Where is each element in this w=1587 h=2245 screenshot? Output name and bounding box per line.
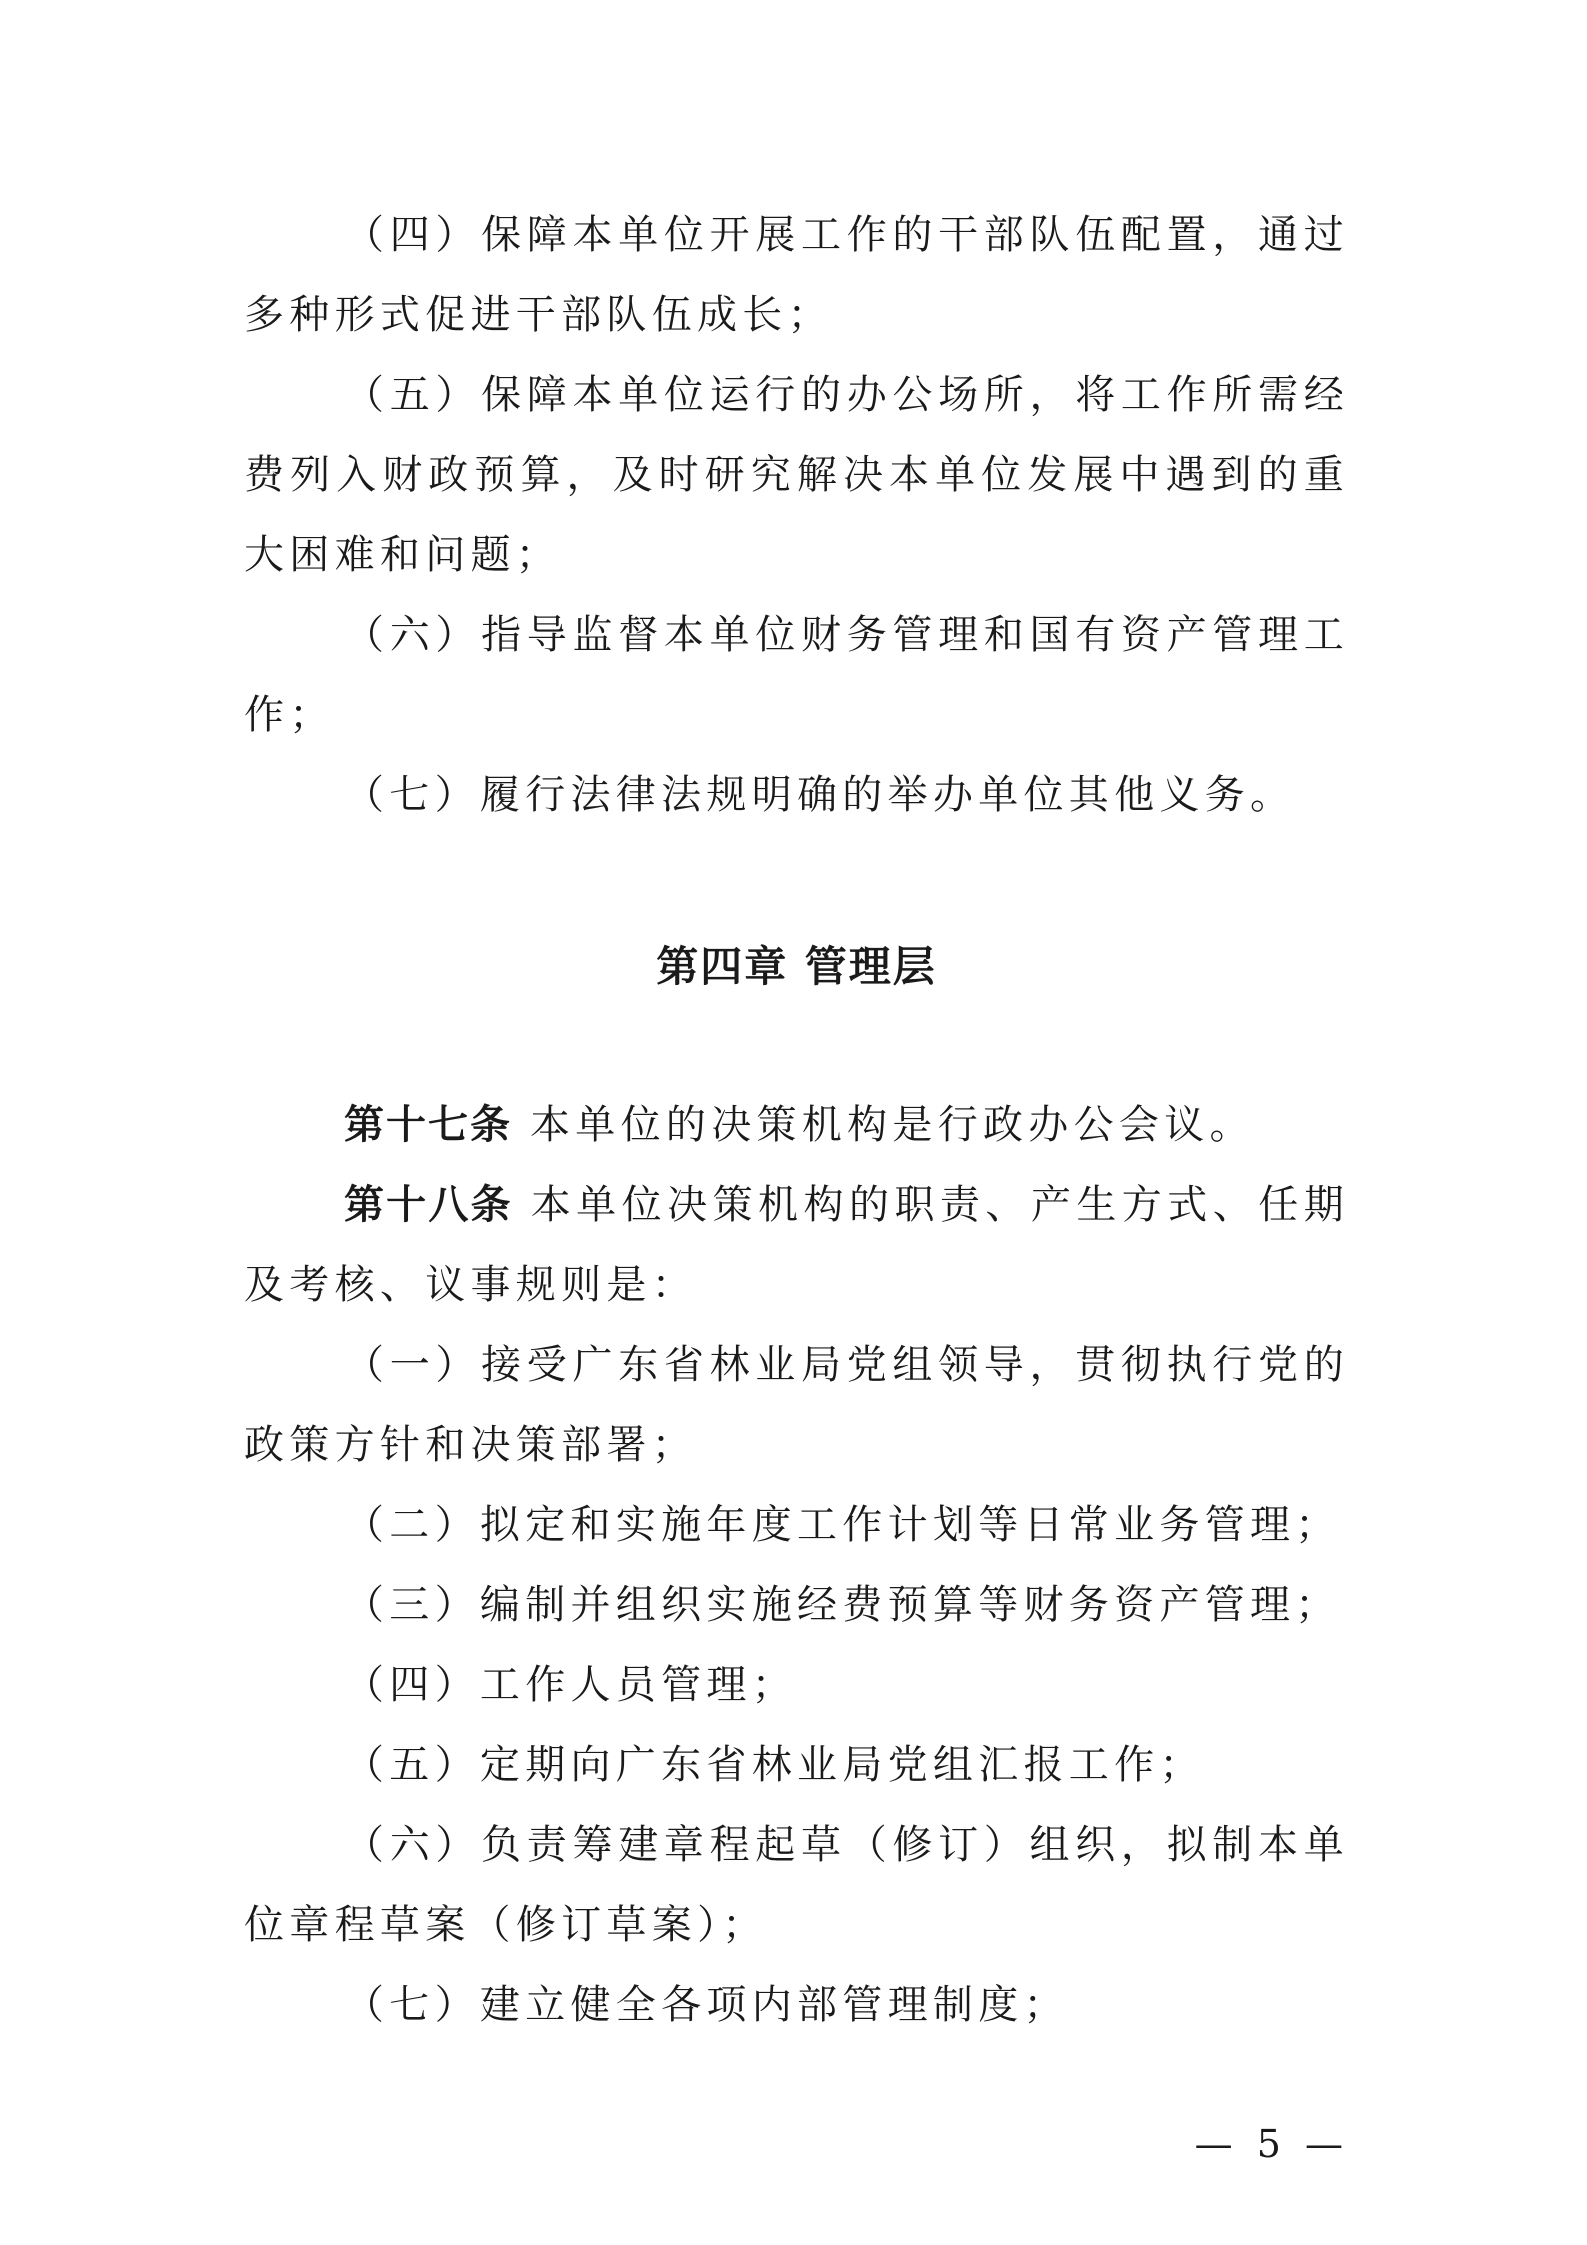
paragraph-obligation-5: （五）保障本单位运行的办公场所，将工作所需经费列入财政预算，及时研究解决本单位发展中遇到的重大困难和问题； <box>244 372 1349 578</box>
list-item-4: （四）工作人员管理； <box>344 1662 797 1708</box>
article-17-label: 第十七条 <box>344 1102 512 1148</box>
article-18 <box>244 1165 1349 1325</box>
list-item-2: （二）拟定和实施年度工作计划等日常业务管理； <box>344 1502 1341 1548</box>
article-18-label: 第十八条 <box>344 1182 513 1228</box>
list-item-6: （六）负责筹建章程起草（修订）组织，拟制本单位章程草案（修订草案）； <box>244 1822 1349 1948</box>
article-18-text: 本单位决策机构的职责、产生方式、任期及考核、议事规则是： <box>244 1182 1349 1308</box>
page-number: — 5 — <box>1194 2122 1349 2166</box>
list-item-1: （一）接受广东省林业局党组领导，贯彻执行党的政策方针和决策部署； <box>244 1342 1349 1468</box>
list-item-7: （七）建立健全各项内部管理制度； <box>344 1982 1069 2028</box>
paragraph-obligation-4: （四）保障本单位开展工作的干部队伍配置，通过多种形式促进干部队伍成长； <box>244 212 1349 338</box>
chapter-body <box>244 1085 1349 2045</box>
list-item-5: （五）定期向广东省林业局党组汇报工作； <box>344 1742 1205 1788</box>
page-content <box>244 195 1349 2028</box>
paragraph-obligation-6: （六）指导监督本单位财务管理和国有资产管理工作； <box>244 612 1349 738</box>
article-17 <box>244 1085 1349 1165</box>
chapter-title: 第四章 管理层 <box>656 942 937 991</box>
list-item-3: （三）编制并组织实施经费预算等财务资产管理； <box>344 1582 1341 1628</box>
article-17-text: 本单位的决策机构是行政办公会议。 <box>530 1102 1255 1148</box>
paragraph-obligation-7: （七）履行法律法规明确的举办单位其他义务。 <box>344 772 1296 818</box>
